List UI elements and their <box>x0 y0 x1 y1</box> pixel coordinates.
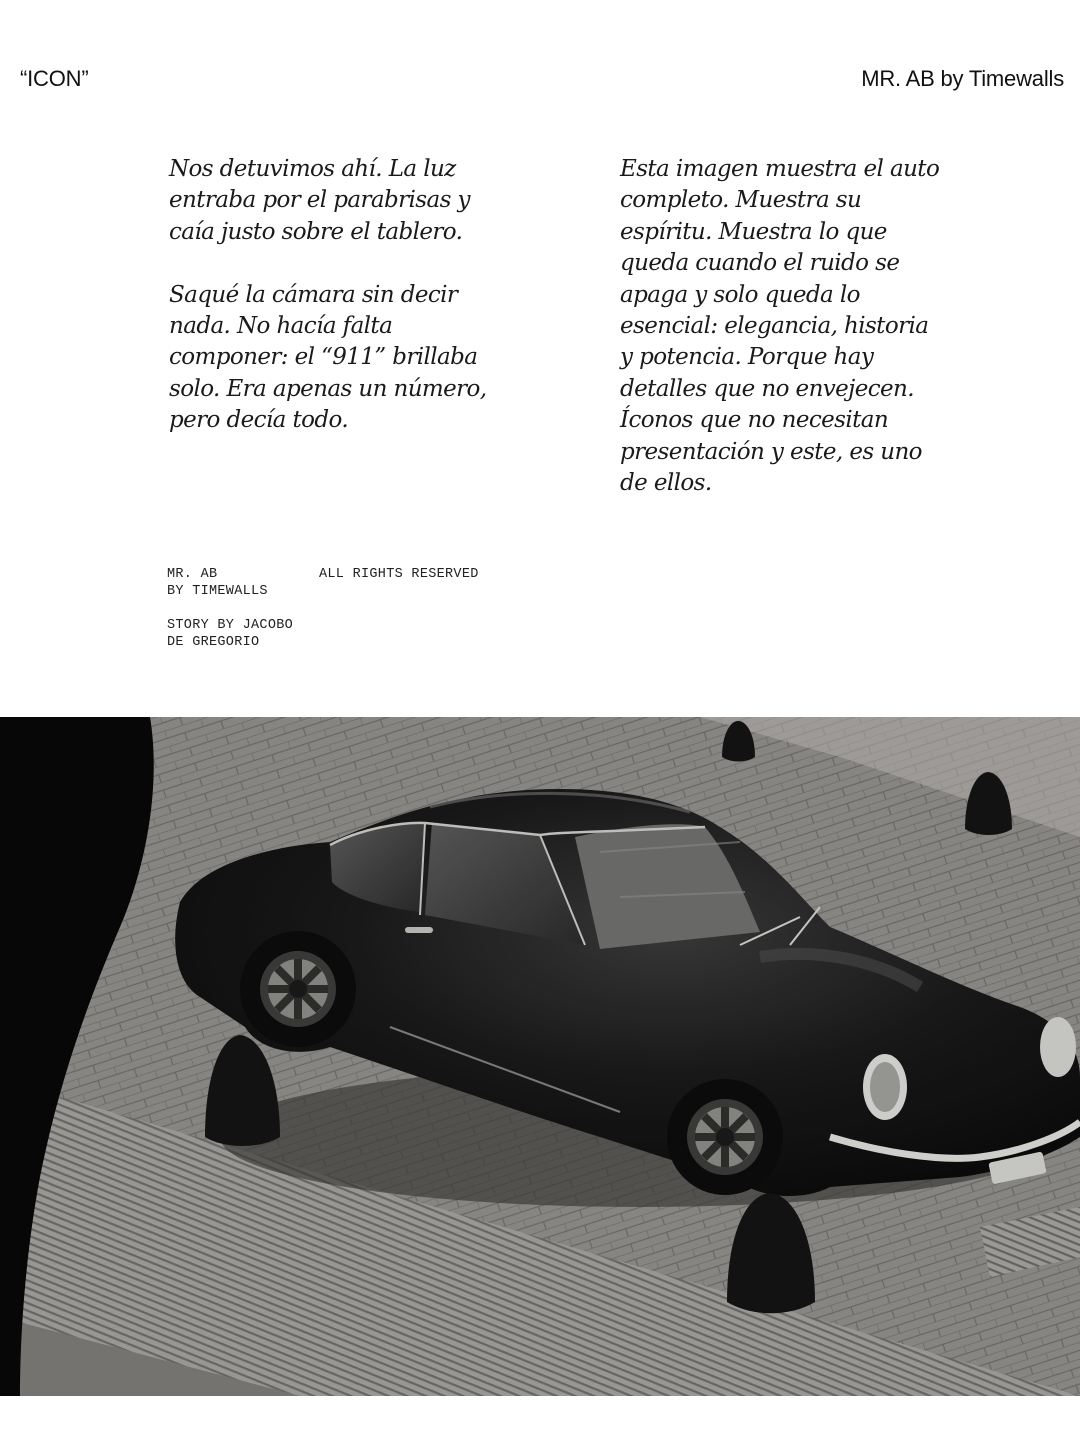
colophon-credit: STORY BY JACOBO DE GREGORIO <box>167 618 294 650</box>
story-column-right <box>620 154 940 499</box>
story-paragraph: Nos detuvimos ahí. La luz entraba por el parabrisas y caía justo sobre el tablero. <box>169 156 470 245</box>
header-publication-name: MR. AB by Timewalls <box>861 66 1064 91</box>
car-photo-illustration <box>0 717 1080 1396</box>
story-column-left <box>169 154 499 437</box>
colophon-rights: ALL RIGHTS RESERVED <box>319 567 479 582</box>
story-paragraph: Saqué la cámara sin decir nada. No hacía falta componer: el “911” brillaba solo. Era apenas un número, pero decía todo. <box>169 281 487 434</box>
colophon-brand: MR. AB BY TIMEWALLS <box>167 567 268 599</box>
story-paragraph: Esta imagen muestra el auto completo. Muestra su espíritu. Muestra lo que queda cuando el ruido se apaga y solo queda lo esencial: elegancia, historia y potencia. Porque hay detalles que no envejecen. Íconos que no necesitan presentación y este, es uno de ellos. <box>620 156 940 497</box>
header-section-title: “ICON” <box>20 66 89 91</box>
car-photo <box>0 717 1080 1396</box>
